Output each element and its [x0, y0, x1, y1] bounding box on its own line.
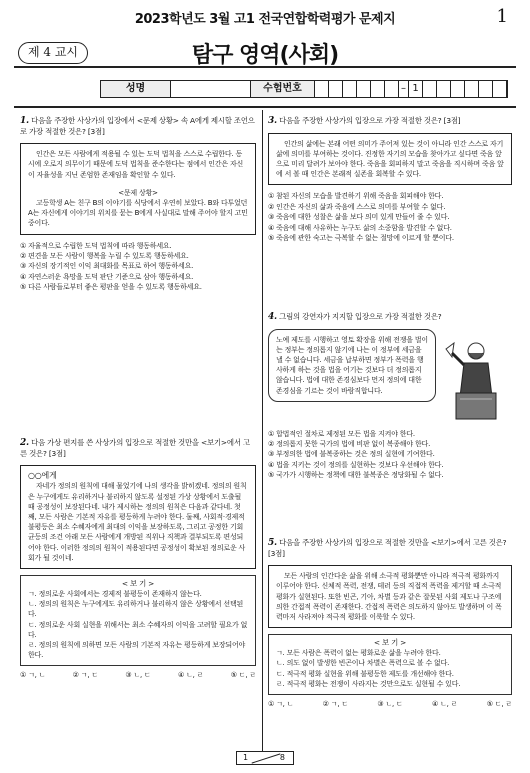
name-field[interactable]: [171, 81, 251, 97]
speaker-figure-icon: [442, 335, 506, 421]
name-label: 성명: [101, 81, 171, 97]
exam-number-cell[interactable]: [465, 81, 479, 97]
question-2-stem: [20, 438, 256, 459]
exam-number-dash: –: [399, 81, 409, 97]
letter-greeting: ○○에게: [28, 471, 57, 481]
total-pages: 8: [279, 753, 285, 762]
speech-text: 노예 제도를 시행하고 영토 확장을 위해 전쟁을 벌이는 정부는 정의롭지 않기에 나는 이 정부에 세금을 낼 수 없습니다. 세금을 납부하면 정부가 폭력을 행사하게 하는 것을 법을 어기는 것보다 더 정의롭지 않습니다. 법에 대한 존경심보다 먼저 정의에 대한 존경심을 기르는 것이 바람직합니다.: [276, 335, 428, 395]
question-text: 그림의 강연자가 지지할 입장으로 가장 적절한 것은?: [279, 312, 442, 321]
session-label: 제 4 교시: [18, 42, 88, 64]
question-5: [268, 538, 512, 709]
bogi-item: ㄴ. 정의의 원칙은 누구에게도 유리하거나 불리하지 않은 상황에서 선택된다.: [28, 600, 244, 619]
question-1-passage-box: [20, 143, 256, 234]
exam-number-fixed: 1: [409, 81, 423, 97]
bogi-item: ㄱ. 모든 사람은 폭력이 없는 평화로운 삶을 누려야 한다.: [276, 649, 441, 658]
letter-box: [20, 465, 256, 569]
question-2-answers: [20, 670, 256, 680]
situation-text: 고등학생 A는 친구 B의 이야기를 식당에서 우연히 보았다. B와 다투었던 A는 자신에게 이야기의 위치를 묻는 B에게 사실대로 말해 주어야 할지 고민 중이다.: [28, 199, 248, 228]
column-divider: [262, 110, 263, 752]
answer-choice[interactable]: ② ㄱ, ㄷ: [322, 700, 348, 709]
question-text: 다음을 주장한 사상가의 입장으로 적절한 것만을 <보기>에서 고른 것은?: [279, 538, 507, 547]
question-1: [20, 116, 256, 293]
answer-option[interactable]: ④ 법을 지키는 것이 정의를 실현하는 것보다 우선해야 한다.: [268, 460, 444, 469]
points-badge: [3점]: [87, 126, 105, 136]
page-slash: [252, 753, 281, 763]
bogi-item: ㄴ. 의도 없이 발생한 빈곤이나 차별은 폭력으로 볼 수 없다.: [276, 659, 450, 668]
page-number: 1: [496, 6, 508, 27]
exam-number-cell[interactable]: [329, 81, 343, 97]
answer-choice[interactable]: ⑤ ㄷ, ㄹ: [230, 671, 256, 680]
passage-text: 인간의 삶에는 본래 어떤 의미가 주어져 있는 것이 아니라 인간 스스로 자기 삶에 의미를 부여하는 것이다. 진정한 자기의 모습을 찾아가고 싶다면 죽음 앞으로 미리 달려가 보아야 한다. 죽음을 회피하지 말고 죽음을 직시하며 죽음 앞에 서 볼 때 인간은 본래적 실존을 회복할 수 있다.: [276, 139, 504, 179]
question-1-stem: [20, 116, 256, 137]
current-page: 1: [243, 753, 249, 762]
answer-choice[interactable]: ① ㄱ, ㄴ: [20, 671, 46, 680]
subject-title: 탐구 영역(사회): [191, 43, 339, 68]
answer-option[interactable]: ① 참된 자신의 모습을 발견하기 위해 죽음을 회피해야 한다.: [268, 192, 444, 201]
question-number: 2.: [20, 438, 29, 448]
exam-number-cell[interactable]: [479, 81, 493, 97]
exam-number-cell[interactable]: [385, 81, 399, 97]
answer-option[interactable]: ③ 부정의한 법에 불복종하는 것은 정의 실현에 기여한다.: [268, 450, 435, 459]
question-number: 4.: [268, 312, 277, 322]
answer-option[interactable]: ① 자율적으로 수립한 도덕 법칙에 따라 행동하세요.: [20, 241, 172, 250]
answer-option[interactable]: ⑤ 국가가 시행하는 정책에 대한 불복종은 정당화될 수 없다.: [268, 471, 444, 480]
exam-number-label: 수험번호: [251, 81, 315, 97]
answer-option[interactable]: ② 인간은 자신의 삶과 죽음에 스스로 의미를 부여할 수 없다.: [268, 202, 446, 211]
question-number: 1.: [20, 116, 29, 126]
exam-number-cell[interactable]: [493, 81, 507, 97]
bogi-title: < 보 기 >: [373, 638, 407, 648]
answer-option[interactable]: ⑤ 다른 사람들로부터 좋은 평판을 얻을 수 있도록 행동하세요.: [20, 283, 202, 292]
situation-title: <문제 상황>: [118, 188, 158, 197]
answer-option[interactable]: ② 정의롭지 못한 국가의 법에 비판 없이 복종해야 한다.: [268, 440, 431, 448]
question-5-answers: [268, 699, 512, 709]
question-5-stem: [268, 538, 512, 559]
exam-number-cell[interactable]: [437, 81, 451, 97]
speaker-illustration: [268, 329, 512, 421]
bogi-item: ㄹ. 정의의 원칙에 의하면 모든 사람의 기본적 자유는 평등하게 보장되어야 한다.: [28, 641, 246, 660]
exam-title: 2023학년도 3월 고1 전국연합학력평가 문제지: [134, 12, 396, 27]
passage-text: 모든 사람의 인간다운 삶을 위해 소극적 평화뿐만 아니라 적극적 평화까지 이루어야 한다. 신체적 폭력, 전쟁, 테러 등의 직접적 폭력을 제거할 때 소극적 평화가 실현된다. 또한 빈곤, 기아, 차별 등과 같은 잘못된 사회 제도나 구조에 의한 간접적 폭력이 존재한다. 간접적 폭력은 의도하지 않아도 발생하며 이 폭력마저 사라져야 적극적 평화를 이룩할 수 있다.: [276, 572, 502, 621]
question-text: 다음 가상 편지를 쓴 사상가의 입장으로 적절한 것만을 <보기>에서 고른 것은?: [20, 438, 250, 458]
question-1-options: [20, 241, 256, 293]
bogi-item: ㄷ. 정의로운 사회 실현을 위해서는 최소 수혜자의 이익을 고려할 필요가 없다.: [28, 620, 248, 639]
answer-choice[interactable]: ④ ㄴ, ㄹ: [432, 700, 458, 709]
answer-option[interactable]: ③ 죽음에 대한 성찰은 삶을 보다 의미 있게 만들어 줄 수 있다.: [268, 213, 450, 222]
exam-number-cell[interactable]: [451, 81, 465, 97]
question-3-stem: [268, 116, 512, 127]
question-4-stem: [268, 312, 512, 323]
answer-choice[interactable]: ③ ㄴ, ㄷ: [377, 700, 403, 709]
question-3-passage-box: [268, 133, 512, 186]
answer-option[interactable]: ⑤ 죽음에 관한 숙고는 극복할 수 없는 절망에 이르게 할 뿐이다.: [268, 234, 454, 243]
bogi-item: ㄹ. 적극적 평화는 전쟁이 사라지는 것만으로도 실현될 수 있다.: [276, 679, 461, 688]
answer-option[interactable]: ③ 자신의 장기적인 이익 최대화를 목표로 하여 행동하세요.: [20, 262, 194, 271]
bogi-item: ㄱ. 정의로운 사회에서는 경제적 불평등이 존재하지 않는다.: [28, 590, 202, 599]
answer-option[interactable]: ② 편견을 모든 사람이 행복을 누릴 수 있도록 행동하세요.: [20, 252, 189, 261]
points-badge: [3점]: [48, 448, 66, 458]
question-text: 다음을 주장한 사상가의 입장으로 가장 적절한 것은?: [279, 116, 442, 125]
question-text: 다음을 주장한 사상가의 입장에서 <문제 상황> 속 A에게 제시할 조언으로 가장 적절한 것은?: [20, 116, 255, 136]
question-3-options: [268, 191, 512, 243]
question-4-options: [268, 429, 512, 481]
exam-number-cell[interactable]: [371, 81, 385, 97]
answer-choice[interactable]: ⑤ ㄷ, ㄹ: [486, 700, 512, 709]
exam-number-cell[interactable]: [343, 81, 357, 97]
candidate-info-row: [100, 80, 508, 98]
letter-text: 자네가 정의의 원칙에 대해 물었기에 나의 생각을 밝히겠네. 정의의 원칙은 누구에게도 유리하거나 불리하지 않도록 설정된 가상 상황에서 도출될 때 공정성이 보장된다네. 내가 제시하는 정의의 원칙은 다음과 같다네. 첫째, 모든 사람은 기본적 자유를 평등하게 누려야 한다. 둘째, 사회적·경제적 불평등은 최소 수혜자에게 최대의 이익을 보장하도록, 그리고 공정한 기회균등의 조건 아래 모든 사람에게 개방된 직위나 직책과 결부되도록 편성되어야 한다. 이러한 정의의 원칙이 적용된다면 공정성이 확보된 정의로운 사회가 될 것이네.: [28, 482, 247, 562]
speech-bubble: [268, 329, 436, 402]
answer-choice[interactable]: ③ ㄴ, ㄷ: [125, 671, 151, 680]
answer-option[interactable]: ④ 죽음에 대해 사유하는 누구도 삶의 소중함을 발견할 수 없다.: [268, 223, 452, 232]
bogi-item: ㄷ. 적극적 평화 실현을 위해 불평등한 제도를 개선해야 한다.: [276, 669, 454, 678]
points-badge: [3점]: [443, 116, 461, 125]
header-divider: [14, 66, 516, 68]
question-number: 3.: [268, 116, 277, 126]
page-indicator: [236, 751, 294, 765]
question-2: [20, 438, 256, 681]
exam-number-cell[interactable]: [423, 81, 437, 97]
bogi-box: [268, 634, 512, 695]
question-4: [268, 312, 512, 481]
question-number: 5.: [268, 538, 277, 548]
answer-option[interactable]: ① 합법적인 절차로 제정된 모든 법을 지켜야 한다.: [268, 429, 415, 438]
exam-number-cell[interactable]: [357, 81, 371, 97]
passage-text: 인간은 모든 사람에게 적용될 수 있는 도덕 법칙을 스스로 수립한다. 동시에 오로지 의무이기 때문에 도덕 법칙을 준수한다는 점에서 인간은 자신이 자율성을 지닌 존엄한 존재임을 확인할 수 있다.: [28, 150, 244, 179]
answer-choice[interactable]: ① ㄱ, ㄴ: [268, 700, 294, 709]
answer-choice[interactable]: ④ ㄴ, ㄹ: [178, 671, 204, 680]
answer-choice[interactable]: ② ㄱ, ㄷ: [72, 671, 98, 680]
bogi-title: < 보 기 >: [121, 579, 155, 589]
content-divider: [14, 106, 516, 108]
points-badge: [3점]: [268, 548, 285, 558]
question-5-passage-box: [268, 565, 512, 628]
bogi-box: [20, 575, 256, 666]
exam-number-cell[interactable]: [315, 81, 329, 97]
answer-option[interactable]: ④ 자연스러운 욕망을 도덕 판단 기준으로 삼아 행동하세요.: [20, 272, 194, 281]
question-3: [268, 116, 512, 243]
